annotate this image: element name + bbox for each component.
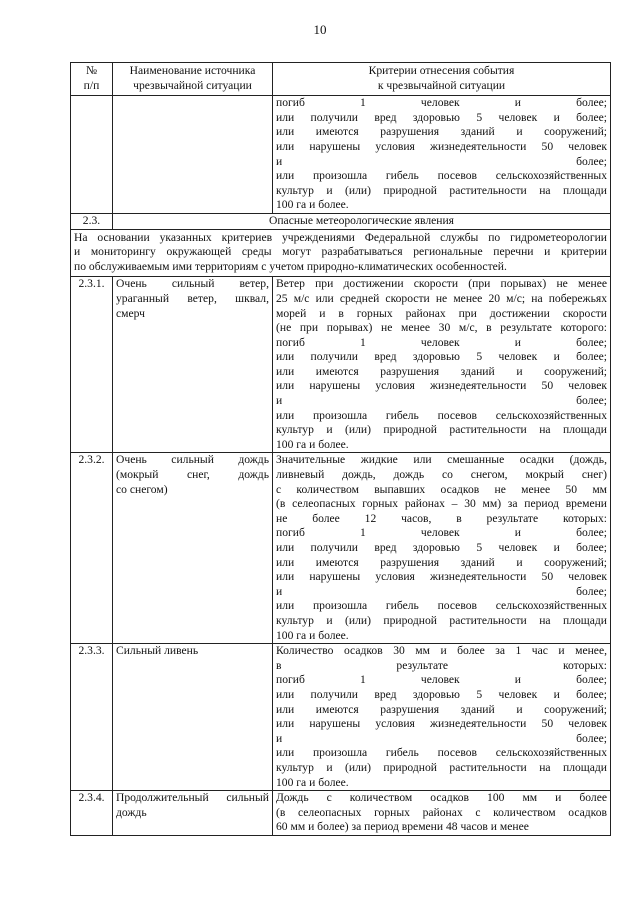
basis-line: На основании указанных критериев учреждениями Федеральной службы по гидрометеорологии (74, 230, 607, 244)
table-row (71, 644, 611, 791)
header-source-line-2: чрезвычайной ситуации (133, 78, 252, 92)
header-criteria-line-1: Критерии отнесения события (368, 64, 515, 77)
criteria-line: культур и (или) природной растительности на площади (276, 613, 607, 627)
criteria-line: или имеются разрушения зданий и сооружений; (276, 364, 607, 378)
criteria-line: или получили вред здоровью 5 человек и более; (276, 350, 607, 364)
criteria-line: Значительные жидкие или смешанные осадки (дождь, (276, 453, 607, 467)
criteria-line: или получили вред здоровью 5 человек и более; (276, 687, 607, 701)
criteria-line: культур и (или) природной растительности на площади (276, 423, 607, 437)
criteria-line: в результате которых: (276, 658, 607, 672)
criteria-line: морей и в горных районах при достижении скорости (276, 306, 607, 320)
source-name-line: (мокрый снег, дождь (116, 468, 269, 482)
criteria-line: (в селеопасных горных районах – 30 мм) за период времени (276, 497, 607, 511)
criteria-line: Дождь с количеством осадков 100 мм и более (276, 791, 607, 805)
continued-row (71, 96, 611, 214)
basis-row (71, 229, 611, 277)
basis-note (71, 229, 611, 277)
criteria-line: с количеством выпавших осадков не менее 50 мм (276, 482, 607, 496)
criteria-line: 25 м/с или средней скорости не менее 20 м/с; на побережьях (276, 291, 607, 305)
table-row (71, 791, 611, 836)
criteria-cell (273, 453, 611, 644)
continued-name-cell (113, 96, 273, 214)
source-name-line: Очень сильный ветер, (116, 277, 269, 291)
criteria-line: (в селеопасных горных районах с количеством осадков (276, 805, 607, 819)
row-number: 2.3.1. (71, 277, 113, 453)
row-number: 2.3.2. (71, 453, 113, 644)
criteria-line: ливневый дождь, дождь со снегом, мокрый снег) (276, 468, 607, 482)
row-number: 2.3.4. (71, 791, 113, 836)
criteria-line: погиб 1 человек и более; (276, 96, 607, 110)
criteria-line: 60 мм и более) за период времени 48 часов и менее (276, 820, 529, 834)
source-name-line: Очень сильный дождь (116, 453, 269, 467)
header-number (71, 63, 113, 96)
criteria-line: погиб 1 человек и более; (276, 673, 607, 687)
criteria-line: погиб 1 человек и более; (276, 526, 607, 540)
basis-line: и мониторингу окружающей среды могут разрабатываться региональные перечни и критерии (74, 245, 607, 259)
criteria-line: Ветер при достижении скорости (при порывах) не менее (276, 277, 607, 291)
criteria-line: погиб 1 человек и более; (276, 335, 607, 349)
criteria-line: Количество осадков 30 мм и более за 1 час и менее, (276, 644, 607, 658)
basis-line: по обслуживаемым ими территориям с учетом природно-климатических особенностей. (74, 259, 507, 273)
source-name-cell (113, 453, 273, 644)
source-name-cell (113, 277, 273, 453)
source-name-line: Сильный ливень (116, 644, 199, 658)
criteria-line: и более; (276, 394, 607, 408)
criteria-line: и более; (276, 154, 607, 168)
criteria-line: 100 га и более. (276, 628, 349, 642)
row-number: 2.3.3. (71, 644, 113, 791)
table-header-row (71, 63, 611, 96)
criteria-line: или нарушены условия жизнедеятельности 50 человек (276, 139, 607, 153)
source-name-line: со снегом) (116, 482, 168, 496)
criteria-line: или имеются разрушения зданий и сооружений; (276, 125, 607, 139)
criteria-line: или произошла гибель посевов сельскохозяйственных (276, 408, 607, 422)
criteria-line: или имеются разрушения зданий и сооружений; (276, 702, 607, 716)
criteria-cell (273, 277, 611, 453)
source-name-cell (113, 644, 273, 791)
criteria-line: или произошла гибель посевов сельскохозяйственных (276, 599, 607, 613)
section-title: Опасные метеорологические явления (113, 213, 611, 229)
header-source-line-1: Наименование источника (129, 64, 256, 77)
criteria-line: или произошла гибель посевов сельскохозяйственных (276, 169, 607, 183)
criteria-line: культур и (или) природной растительности на площади (276, 760, 607, 774)
criteria-line: или получили вред здоровью 5 человек и более; (276, 110, 607, 124)
criteria-line: культур и (или) природной растительности на площади (276, 183, 607, 197)
continued-number-cell (71, 96, 113, 214)
source-name-line: дождь (116, 805, 147, 819)
continued-criteria-cell (273, 96, 611, 214)
criteria-line: 100 га и более. (276, 198, 349, 212)
criteria-line: и более; (276, 584, 607, 598)
source-name-cell (113, 791, 273, 836)
criteria-cell (273, 791, 611, 836)
header-criteria (273, 63, 611, 96)
header-criteria-line-2: к чрезвычайной ситуации (377, 78, 506, 92)
criteria-cell (273, 644, 611, 791)
criteria-line: или произошла гибель посевов сельскохозяйственных (276, 746, 607, 760)
page-number: 10 (313, 22, 327, 37)
criteria-line: или нарушены условия жизнедеятельности 50 человек (276, 570, 607, 584)
table-row (71, 277, 611, 453)
source-name-line: смерч (116, 306, 145, 320)
criteria-line: или получили вред здоровью 5 человек и более; (276, 541, 607, 554)
header-source-name (113, 63, 273, 96)
criteria-line: или имеются разрушения зданий и сооружений; (276, 555, 607, 569)
criteria-line: 100 га и более. (276, 775, 349, 789)
criteria-line: (не при порывах) не менее 30 м/с, в результате которого: (276, 321, 607, 335)
criteria-line: не более 12 часов, в результате которых: (276, 511, 607, 525)
source-name-line: Продолжительный сильный (116, 791, 269, 805)
criteria-line: или нарушены условия жизнедеятельности 50 человек (276, 379, 607, 393)
source-name-line: ураганный ветер, шквал, (116, 291, 269, 305)
section-row (71, 213, 611, 229)
criteria-line: или нарушены условия жизнедеятельности 50 человек (276, 717, 607, 731)
section-number: 2.3. (71, 213, 113, 229)
criteria-line: 100 га и более. (276, 437, 349, 451)
criteria-table (70, 62, 611, 836)
header-number-line-1: № (85, 64, 98, 77)
table-row (71, 453, 611, 644)
header-number-line-2: п/п (83, 78, 100, 92)
criteria-line: и более; (276, 731, 607, 745)
